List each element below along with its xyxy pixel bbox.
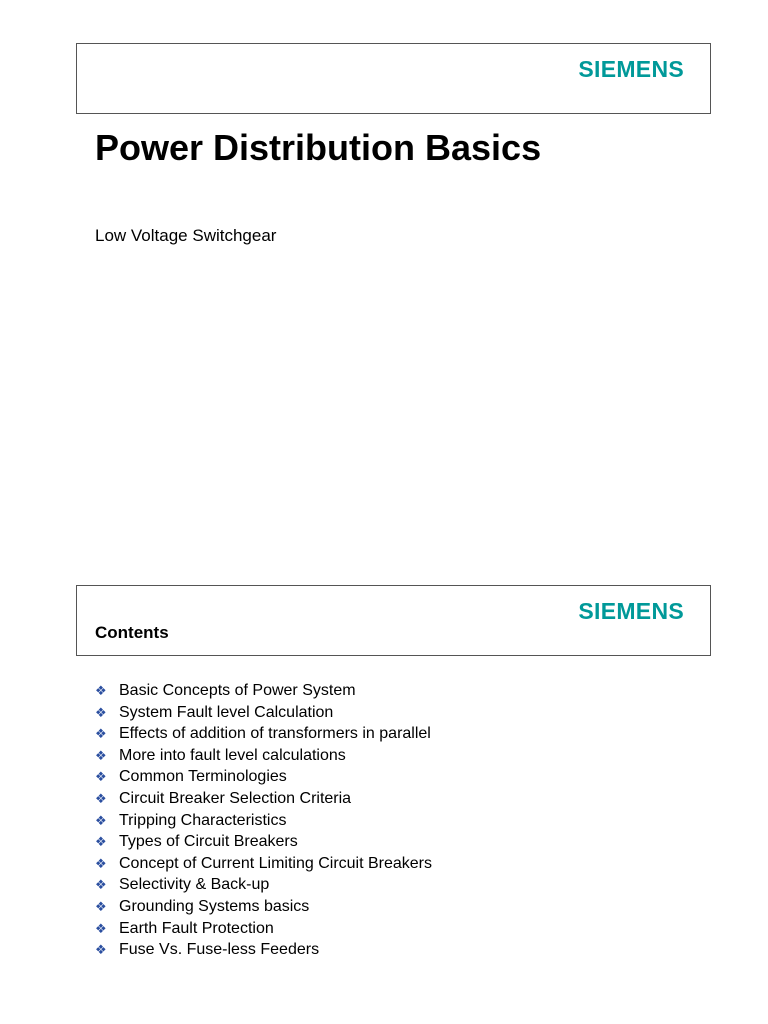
page-title: Power Distribution Basics	[95, 127, 542, 168]
list-item	[95, 853, 432, 875]
list-item	[95, 896, 432, 918]
list-item-label: More into fault level calculations	[119, 746, 346, 764]
contents-list	[95, 680, 432, 961]
slide2-header	[76, 585, 711, 656]
page-subtitle: Low Voltage Switchgear	[95, 226, 277, 245]
contents-heading: Contents	[95, 623, 169, 642]
siemens-logo: SIEMENS	[578, 598, 684, 624]
list-item	[95, 831, 432, 853]
siemens-logo: SIEMENS	[578, 56, 684, 82]
four-diamond-bullet-icon: ❖	[95, 790, 107, 806]
four-diamond-bullet-icon: ❖	[95, 726, 107, 742]
four-diamond-bullet-icon: ❖	[95, 834, 107, 850]
list-item-label: Types of Circuit Breakers	[119, 833, 298, 851]
slide1-header	[76, 43, 711, 114]
list-item-label: Circuit Breaker Selection Criteria	[119, 789, 352, 807]
list-item-label: Fuse Vs. Fuse-less Feeders	[119, 941, 320, 959]
list-item-label: Common Terminologies	[119, 768, 287, 786]
list-item-label: System Fault level Calculation	[119, 703, 334, 721]
list-item-label: Earth Fault Protection	[119, 919, 274, 937]
list-item	[95, 745, 432, 767]
list-item	[95, 723, 432, 745]
four-diamond-bullet-icon: ❖	[95, 898, 107, 914]
list-item-label: Basic Concepts of Power System	[119, 682, 356, 699]
four-diamond-bullet-icon: ❖	[95, 704, 107, 720]
list-item-label: Concept of Current Limiting Circuit Breakers	[119, 854, 433, 872]
list-item	[95, 810, 432, 832]
list-item-label: Tripping Characteristics	[119, 811, 287, 829]
list-item	[95, 918, 432, 940]
four-diamond-bullet-icon: ❖	[95, 747, 107, 763]
list-item	[95, 680, 432, 702]
four-diamond-bullet-icon: ❖	[95, 855, 107, 871]
four-diamond-bullet-icon: ❖	[95, 812, 107, 828]
list-item	[95, 788, 432, 810]
four-diamond-bullet-icon: ❖	[95, 769, 107, 785]
four-diamond-bullet-icon: ❖	[95, 877, 107, 893]
list-item-label: Selectivity & Back-up	[119, 876, 270, 894]
list-item	[95, 939, 432, 961]
four-diamond-bullet-icon: ❖	[95, 920, 107, 936]
list-item	[95, 702, 432, 724]
list-item-label: Grounding Systems basics	[119, 897, 310, 915]
list-item	[95, 874, 432, 896]
four-diamond-bullet-icon: ❖	[95, 683, 107, 698]
four-diamond-bullet-icon: ❖	[95, 942, 107, 958]
list-item	[95, 766, 432, 788]
list-item-label: Effects of addition of transformers in parallel	[119, 725, 431, 743]
